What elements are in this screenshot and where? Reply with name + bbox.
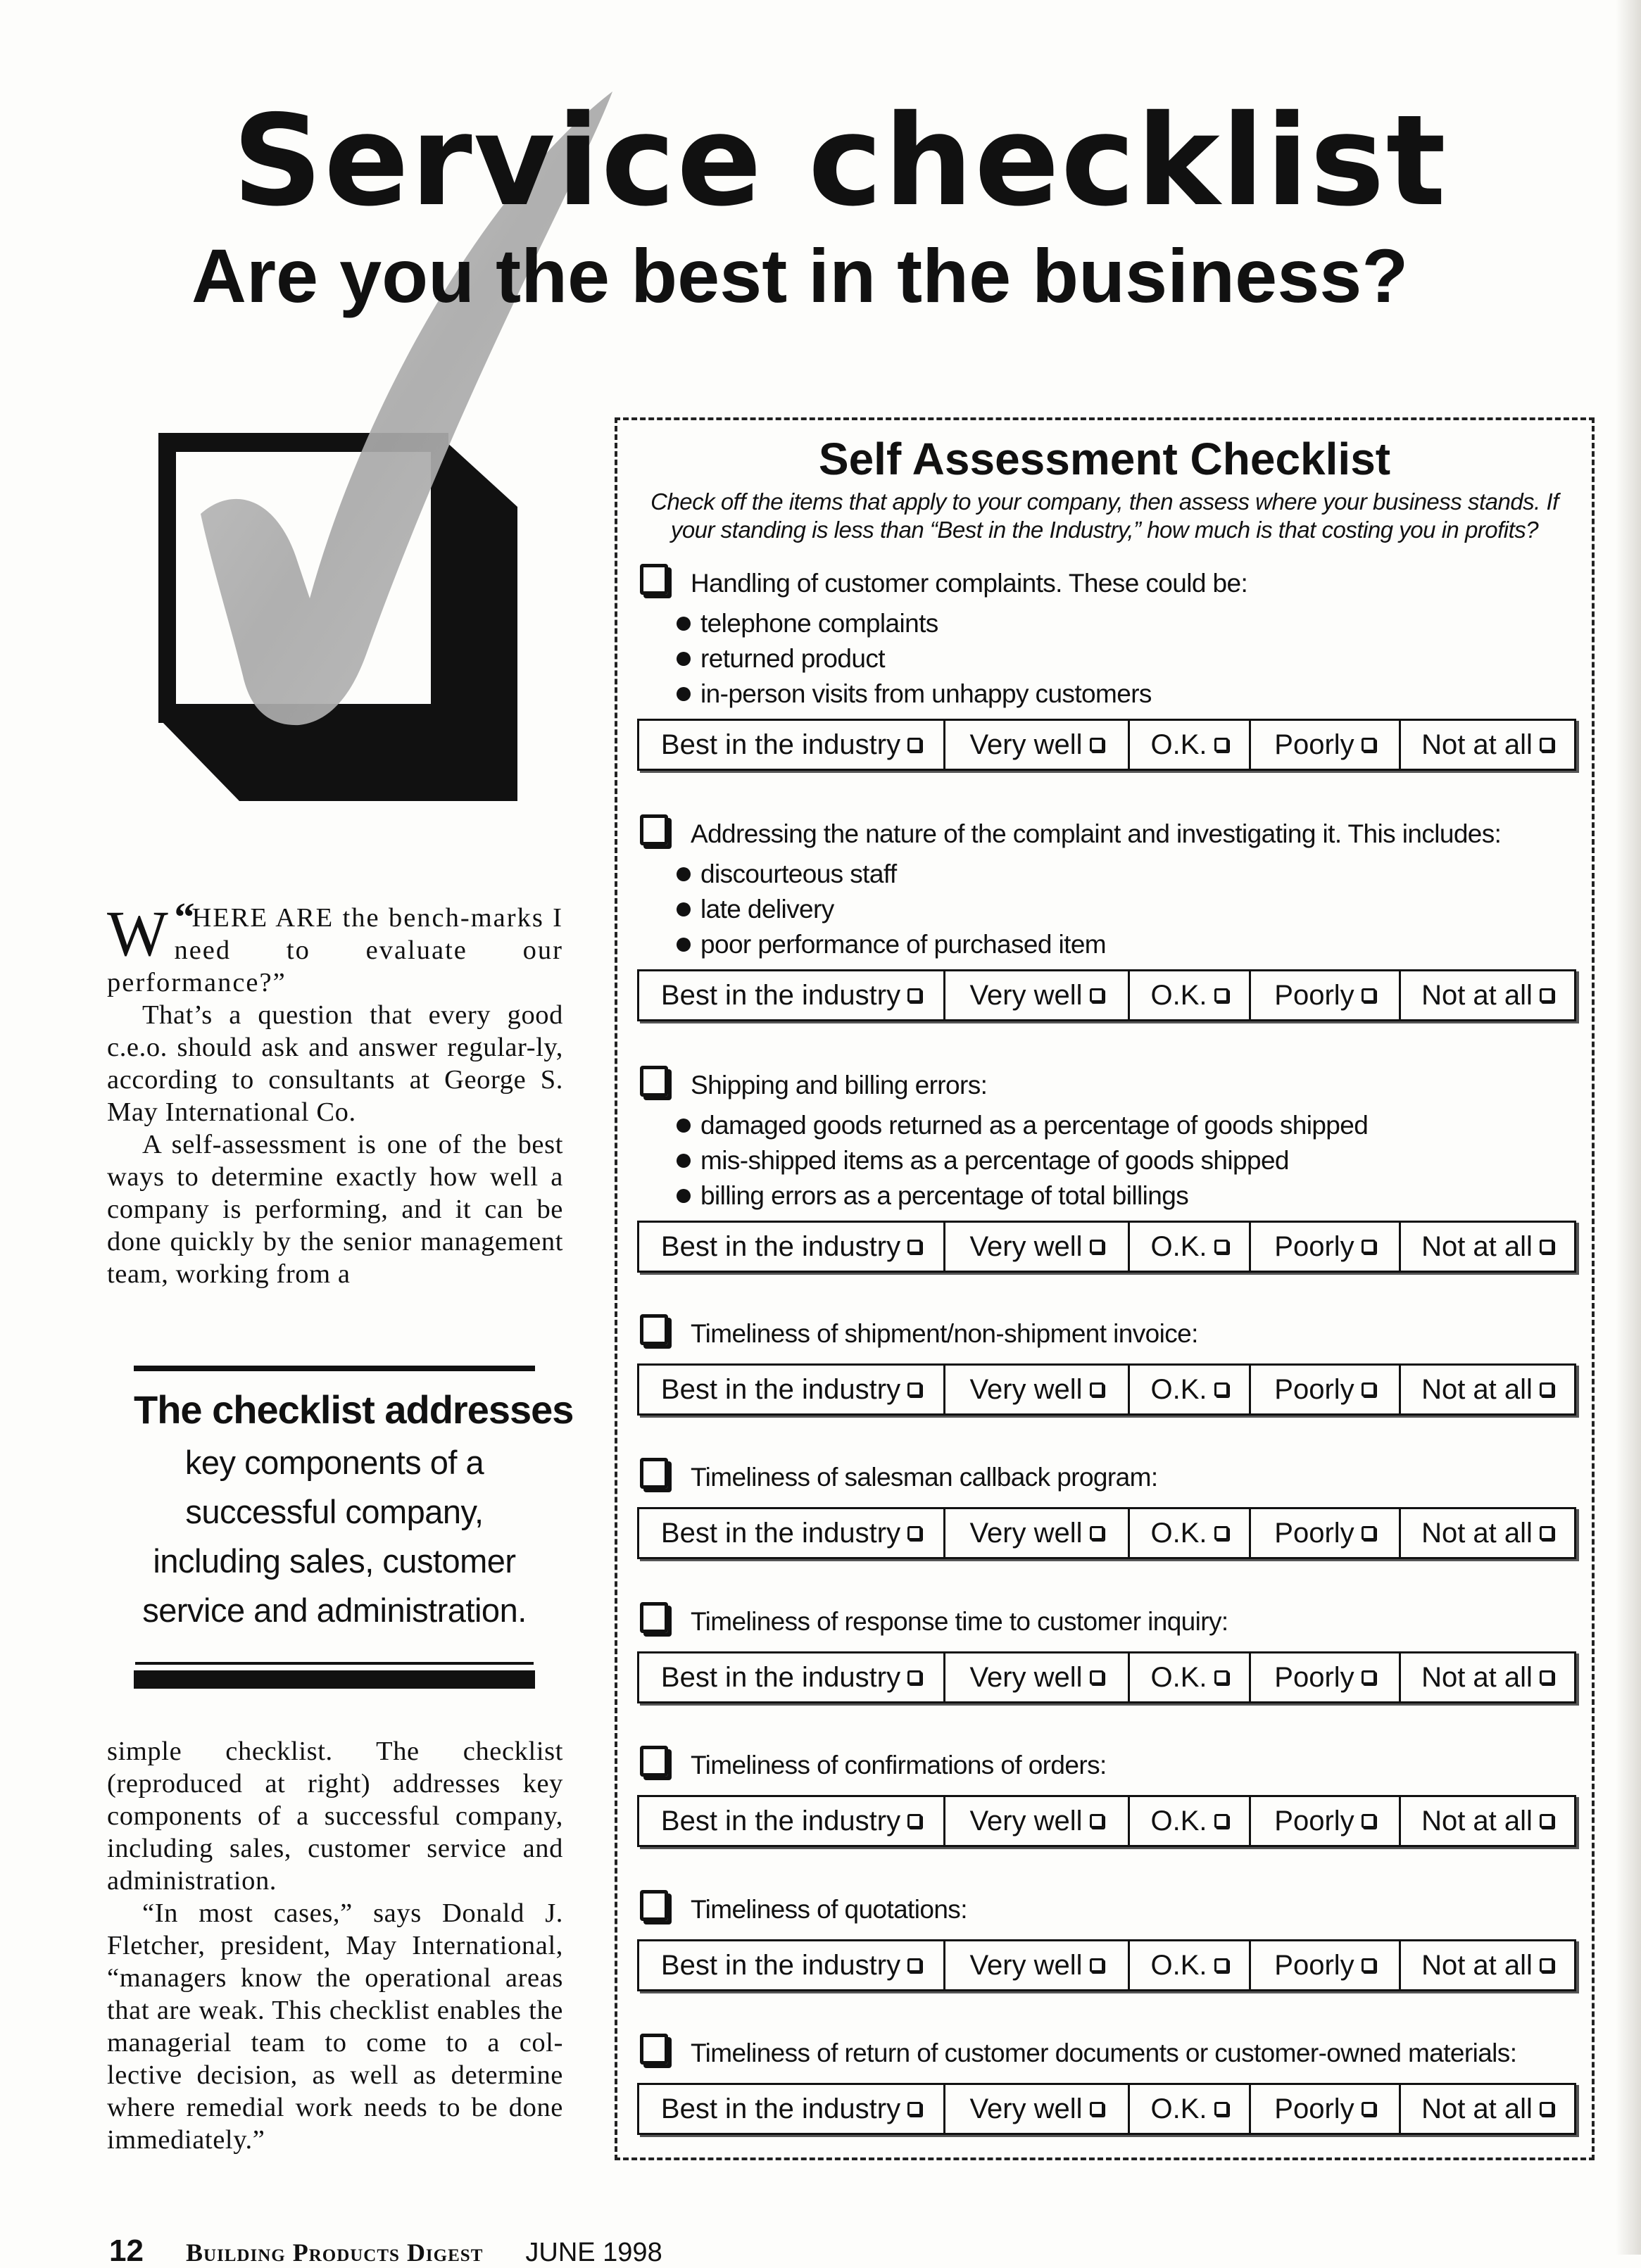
bullet-text: damaged goods returned as a percentage of goods shipped	[700, 1111, 1369, 1140]
rating-option-label: Best in the industry	[660, 1805, 901, 1837]
rating-option[interactable]	[639, 1223, 945, 1271]
pull-quote-head: The checklist addresses	[134, 1387, 574, 1432]
rating-option[interactable]	[639, 1509, 945, 1557]
rating-option-label: Very well	[969, 1805, 1083, 1837]
rating-checkbox-icon[interactable]	[1214, 1526, 1228, 1540]
rating-option[interactable]	[1251, 721, 1401, 769]
issue-date: JUNE 1998	[525, 2238, 662, 2267]
checklist-title: Self Assessment Checklist	[818, 434, 1391, 484]
rating-row	[637, 1221, 1576, 1273]
rating-option-label: O.K.	[1150, 1373, 1207, 1405]
rating-checkbox-icon[interactable]	[1362, 2102, 1376, 2116]
rating-option-label: Poorly	[1274, 1517, 1354, 1549]
rating-option[interactable]	[1251, 1941, 1401, 1989]
bullet-item	[637, 641, 1575, 676]
bullet-dot-icon	[677, 1119, 691, 1133]
rating-checkbox-icon[interactable]	[1362, 1526, 1376, 1540]
rating-row	[637, 1507, 1576, 1559]
checklist-item	[637, 1064, 1575, 1273]
checklist-item-header	[637, 813, 1575, 857]
rating-checkbox-icon[interactable]	[1362, 1814, 1376, 1828]
item-question: Handling of customer complaints. These could be:	[691, 569, 1248, 598]
rating-option-label: Best in the industry	[660, 1373, 901, 1405]
checklist-item	[637, 562, 1575, 771]
bullet-text: returned product	[700, 644, 885, 673]
item-question: Timeliness of salesman callback program:	[691, 1463, 1158, 1492]
rating-option[interactable]	[1401, 721, 1574, 769]
bullet-text: late delivery	[700, 895, 834, 924]
article-lead	[107, 894, 563, 1290]
rating-option[interactable]	[1130, 2085, 1251, 2133]
rating-option[interactable]	[1251, 1797, 1401, 1845]
checklist-item	[637, 2032, 1575, 2135]
rating-option-label: O.K.	[1150, 1949, 1207, 1981]
item-question: Timeliness of response time to customer inquiry:	[691, 1607, 1228, 1636]
checklist-item	[637, 1889, 1575, 1991]
bullet-dot-icon	[677, 617, 691, 631]
rating-option[interactable]	[1401, 1509, 1574, 1557]
item-question: Timeliness of shipment/non-shipment invoice:	[691, 1319, 1198, 1348]
checklist-item-header	[637, 1064, 1575, 1108]
article-paragraph: A self-assessment is one of the best ways to determine exactly how well a company is performing, and it can be done quickly by the senior management team, working from a	[107, 1130, 563, 1289]
rating-checkbox-icon[interactable]	[907, 1526, 922, 1540]
rating-option[interactable]	[945, 971, 1130, 1019]
rating-option-label: Not at all	[1421, 979, 1533, 1011]
bullet-dot-icon	[677, 902, 691, 916]
item-checkbox[interactable]	[640, 1066, 668, 1097]
rating-option[interactable]	[945, 1941, 1130, 1989]
lead-text: HERE ARE the bench-marks I need to evaluate our performance?”	[107, 903, 563, 997]
bullet-item	[637, 927, 1575, 962]
bullet-text: discourteous staff	[700, 859, 897, 888]
pull-quote-body: key components of a successful company, including sales, customer service and administration.	[142, 1444, 527, 1629]
rating-checkbox-icon[interactable]	[1362, 1670, 1376, 1684]
checklist-item-header	[637, 2032, 1575, 2076]
bullet-text: mis-shipped items as a percentage of goods shipped	[700, 1146, 1289, 1175]
rating-option[interactable]	[945, 1223, 1130, 1271]
item-checkbox[interactable]	[640, 1458, 668, 1489]
rating-option[interactable]	[1401, 1223, 1574, 1271]
rating-option-label: Very well	[969, 979, 1083, 1011]
rating-checkbox-icon[interactable]	[1090, 738, 1104, 752]
rating-checkbox-icon[interactable]	[1540, 1240, 1554, 1254]
rating-option-label: Poorly	[1274, 1373, 1354, 1405]
item-checkbox[interactable]	[640, 814, 668, 845]
publication-name: Building Products Digest	[185, 2238, 484, 2267]
article-paragraph	[107, 894, 563, 999]
rating-checkbox-icon[interactable]	[907, 1958, 922, 1972]
rating-checkbox-icon[interactable]	[1214, 1670, 1228, 1684]
rating-option-label: O.K.	[1150, 979, 1207, 1011]
rating-option-label: Not at all	[1421, 729, 1533, 760]
rating-option[interactable]	[1251, 2085, 1401, 2133]
checklist-item-header	[637, 1889, 1575, 1932]
bullet-dot-icon	[677, 867, 691, 881]
item-checkbox[interactable]	[640, 1746, 668, 1777]
rating-checkbox-icon[interactable]	[1362, 1382, 1376, 1397]
item-question: Timeliness of confirmations of orders:	[691, 1751, 1107, 1779]
rating-option[interactable]	[639, 721, 945, 769]
rating-checkbox-icon[interactable]	[1214, 1240, 1228, 1254]
checklist-item-header	[637, 1456, 1575, 1500]
item-checkbox[interactable]	[640, 1602, 668, 1633]
rating-option-label: O.K.	[1150, 729, 1207, 760]
rating-option-label: O.K.	[1150, 1805, 1207, 1837]
rating-option[interactable]	[1401, 1941, 1574, 1989]
rating-option[interactable]	[1130, 1653, 1251, 1701]
item-checkbox[interactable]	[640, 2034, 668, 2065]
item-bullets	[637, 1108, 1575, 1214]
item-question: Timeliness of quotations:	[691, 1895, 967, 1924]
rating-checkbox-icon[interactable]	[907, 1382, 922, 1397]
rating-option-label: Poorly	[1274, 1805, 1354, 1837]
article-paragraph: That’s a question that every good c.e.o. should ask and answer regular-ly, according to consultants at George S. May International Co.	[107, 1000, 563, 1127]
rating-option[interactable]	[639, 971, 945, 1019]
rating-option[interactable]	[1130, 1941, 1251, 1989]
rating-checkbox-icon[interactable]	[907, 988, 922, 1002]
rating-option-label: O.K.	[1150, 1661, 1207, 1693]
bullet-dot-icon	[677, 938, 691, 952]
rating-checkbox-icon[interactable]	[1540, 2102, 1554, 2116]
rating-checkbox-icon[interactable]	[1214, 1814, 1228, 1828]
rating-option-label: Not at all	[1421, 1230, 1533, 1262]
rating-option[interactable]	[1401, 971, 1574, 1019]
rating-option-label: Poorly	[1274, 1230, 1354, 1262]
rating-option[interactable]	[945, 1797, 1130, 1845]
rating-checkbox-icon[interactable]	[1362, 738, 1376, 752]
rating-checkbox-icon[interactable]	[1214, 1958, 1228, 1972]
page-footer	[109, 2236, 662, 2267]
rating-option[interactable]	[945, 2085, 1130, 2133]
item-checkbox[interactable]	[640, 1890, 668, 1921]
item-checkbox[interactable]	[640, 564, 668, 595]
item-question: Timeliness of return of customer documents or customer-owned materials:	[691, 2039, 1517, 2067]
pull-quote	[134, 1366, 574, 1689]
rating-checkbox-icon[interactable]	[1090, 1670, 1104, 1684]
article-paragraph: “In most cases,” says Donald J. Fletcher, president, May International, “managers know the operational areas that are weak. This checklist enables the managerial team to come to a col-lective decision, as well as determine where remedial work needs to be done immediately.”	[107, 1898, 563, 2155]
page-subtitle: Are you the best in the business?	[191, 233, 1409, 318]
rating-checkbox-icon[interactable]	[907, 1814, 922, 1828]
bullet-text: billing errors as a percentage of total billings	[700, 1181, 1189, 1210]
rating-option-label: Best in the industry	[660, 1230, 901, 1262]
bullet-text: in-person visits from unhappy customers	[700, 679, 1152, 708]
rating-option-label: Best in the industry	[660, 1949, 901, 1981]
bullet-item	[637, 892, 1575, 927]
rating-checkbox-icon[interactable]	[1090, 988, 1104, 1002]
rating-option[interactable]	[1401, 2085, 1574, 2133]
rating-option-label: Not at all	[1421, 1517, 1533, 1549]
checklist-item-header	[637, 562, 1575, 606]
pull-quote-rule	[134, 1670, 535, 1689]
rating-checkbox-icon[interactable]	[1540, 738, 1554, 752]
bullet-dot-icon	[677, 1154, 691, 1168]
rating-checkbox-icon[interactable]	[1540, 1958, 1554, 1972]
pull-quote-rule	[134, 1366, 535, 1371]
rating-row	[637, 969, 1576, 1021]
checklist-item	[637, 1744, 1575, 1847]
rating-row	[637, 719, 1576, 771]
rating-option-label: Not at all	[1421, 1373, 1533, 1405]
rating-option[interactable]	[1401, 1653, 1574, 1701]
rating-option-label: Poorly	[1274, 1949, 1354, 1981]
rating-checkbox-icon[interactable]	[1090, 1958, 1104, 1972]
rating-checkbox-icon[interactable]	[1090, 2102, 1104, 2116]
bullet-item	[637, 676, 1575, 712]
rating-option-label: Very well	[969, 1230, 1083, 1262]
rating-row	[637, 1363, 1576, 1416]
rating-option[interactable]	[639, 2085, 945, 2133]
rating-checkbox-icon[interactable]	[1540, 988, 1554, 1002]
rating-option-label: Best in the industry	[660, 979, 901, 1011]
rating-option-label: Not at all	[1421, 2093, 1533, 2124]
rating-option[interactable]	[1130, 971, 1251, 1019]
item-question: Addressing the nature of the complaint and investigating it. This includes:	[691, 819, 1502, 848]
rating-option-label: Not at all	[1421, 1949, 1533, 1981]
rating-option[interactable]	[639, 1653, 945, 1701]
rating-option[interactable]	[1130, 1366, 1251, 1413]
rating-option-label: O.K.	[1150, 1230, 1207, 1262]
rating-checkbox-icon[interactable]	[1540, 1382, 1554, 1397]
rating-option[interactable]	[639, 1941, 945, 1989]
rating-checkbox-icon[interactable]	[1540, 1814, 1554, 1828]
rating-checkbox-icon[interactable]	[907, 1240, 922, 1254]
rating-option-label: Best in the industry	[660, 1661, 901, 1693]
rating-option[interactable]	[945, 1653, 1130, 1701]
rating-option[interactable]	[639, 1797, 945, 1845]
drop-cap: W	[107, 897, 169, 969]
rating-checkbox-icon[interactable]	[1214, 988, 1228, 1002]
rating-option[interactable]	[1130, 1223, 1251, 1271]
rating-checkbox-icon[interactable]	[1540, 1670, 1554, 1684]
checklist-item-header	[637, 1744, 1575, 1788]
rating-option-label: Very well	[969, 1373, 1083, 1405]
rating-option[interactable]	[1251, 1653, 1401, 1701]
checklist-item-header	[637, 1313, 1575, 1356]
rating-checkbox-icon[interactable]	[907, 738, 922, 752]
rating-option-label: Very well	[969, 1661, 1083, 1693]
rating-checkbox-icon[interactable]	[1362, 1958, 1376, 1972]
rating-checkbox-icon[interactable]	[907, 2102, 922, 2116]
rating-checkbox-icon[interactable]	[1090, 1240, 1104, 1254]
bullet-dot-icon	[677, 1189, 691, 1203]
rating-option[interactable]	[1401, 1366, 1574, 1413]
rating-option[interactable]	[1251, 971, 1401, 1019]
rating-option-label: Poorly	[1274, 979, 1354, 1011]
rating-option[interactable]	[1130, 721, 1251, 769]
bullet-item	[637, 1108, 1575, 1143]
rating-option-label: Poorly	[1274, 729, 1354, 760]
rating-checkbox-icon[interactable]	[1214, 2102, 1228, 2116]
rating-option-label: Very well	[969, 1949, 1083, 1981]
checklist-item	[637, 1456, 1575, 1559]
bullet-dot-icon	[677, 687, 691, 701]
rating-option-label: Very well	[969, 729, 1083, 760]
rating-option[interactable]	[945, 1366, 1130, 1413]
rating-option-label: Best in the industry	[660, 729, 901, 760]
rating-checkbox-icon[interactable]	[1362, 1240, 1376, 1254]
item-bullets	[637, 857, 1575, 962]
rating-option-label: Best in the industry	[660, 1517, 901, 1549]
rating-row	[637, 2083, 1576, 2135]
rating-option-label: Best in the industry	[660, 2093, 901, 2124]
rating-option-label: O.K.	[1150, 2093, 1207, 2124]
rating-option[interactable]	[1401, 1797, 1574, 1845]
checklist-item	[637, 1601, 1575, 1703]
rating-checkbox-icon[interactable]	[1214, 738, 1228, 752]
self-assessment-panel	[615, 417, 1595, 2160]
rating-checkbox-icon[interactable]	[1090, 1526, 1104, 1540]
bullet-dot-icon	[677, 652, 691, 666]
rating-row	[637, 1795, 1576, 1847]
rating-option[interactable]	[1251, 1366, 1401, 1413]
item-checkbox[interactable]	[640, 1314, 668, 1345]
bullet-item	[637, 1178, 1575, 1214]
rating-option-label: Poorly	[1274, 1661, 1354, 1693]
bullet-text: telephone complaints	[700, 609, 938, 638]
page-number: 12	[109, 2234, 144, 2268]
rating-option-label: Very well	[969, 2093, 1083, 2124]
rating-option-label: Poorly	[1274, 2093, 1354, 2124]
rating-option-label: Not at all	[1421, 1805, 1533, 1837]
rating-option[interactable]	[1130, 1509, 1251, 1557]
rating-row	[637, 1651, 1576, 1703]
item-question: Shipping and billing errors:	[691, 1071, 988, 1100]
rating-checkbox-icon[interactable]	[1362, 988, 1376, 1002]
rating-option[interactable]	[1251, 1223, 1401, 1271]
rating-option-label: Very well	[969, 1517, 1083, 1549]
rating-option[interactable]	[945, 1509, 1130, 1557]
page-title: Service checklist	[232, 88, 1447, 234]
bullet-item	[637, 1143, 1575, 1178]
rating-option[interactable]	[639, 1366, 945, 1413]
rating-checkbox-icon[interactable]	[1214, 1382, 1228, 1397]
open-quote: “	[174, 894, 192, 940]
checklist-item	[637, 1313, 1575, 1416]
rating-checkbox-icon[interactable]	[907, 1670, 922, 1684]
checklist-intro: Check off the items that apply to your company, then assess where your business stands. If your standing is less than “Best in the Industry,” how much is that costing you in profits?	[650, 489, 1559, 543]
rating-checkbox-icon[interactable]	[1090, 1814, 1104, 1828]
checklist-item	[637, 813, 1575, 1021]
rating-option-label: O.K.	[1150, 1517, 1207, 1549]
article-paragraph: simple checklist. The checklist (reproduced at right) addresses key components of a successful company, including sales, customer service and administration.	[107, 1737, 563, 1896]
article-continued	[107, 1735, 563, 2156]
rating-checkbox-icon[interactable]	[1090, 1382, 1104, 1397]
rating-checkbox-icon[interactable]	[1540, 1526, 1554, 1540]
bullet-item	[637, 857, 1575, 892]
rating-row	[637, 1939, 1576, 1991]
bullet-item	[637, 606, 1575, 641]
checklist-item-header	[637, 1601, 1575, 1644]
rating-option[interactable]	[1251, 1509, 1401, 1557]
rating-option-label: Not at all	[1421, 1661, 1533, 1693]
item-bullets	[637, 606, 1575, 712]
bullet-text: poor performance of purchased item	[700, 930, 1107, 959]
rating-option[interactable]	[1130, 1797, 1251, 1845]
page-edge-shadow	[1616, 0, 1641, 2255]
rating-option[interactable]	[945, 721, 1130, 769]
